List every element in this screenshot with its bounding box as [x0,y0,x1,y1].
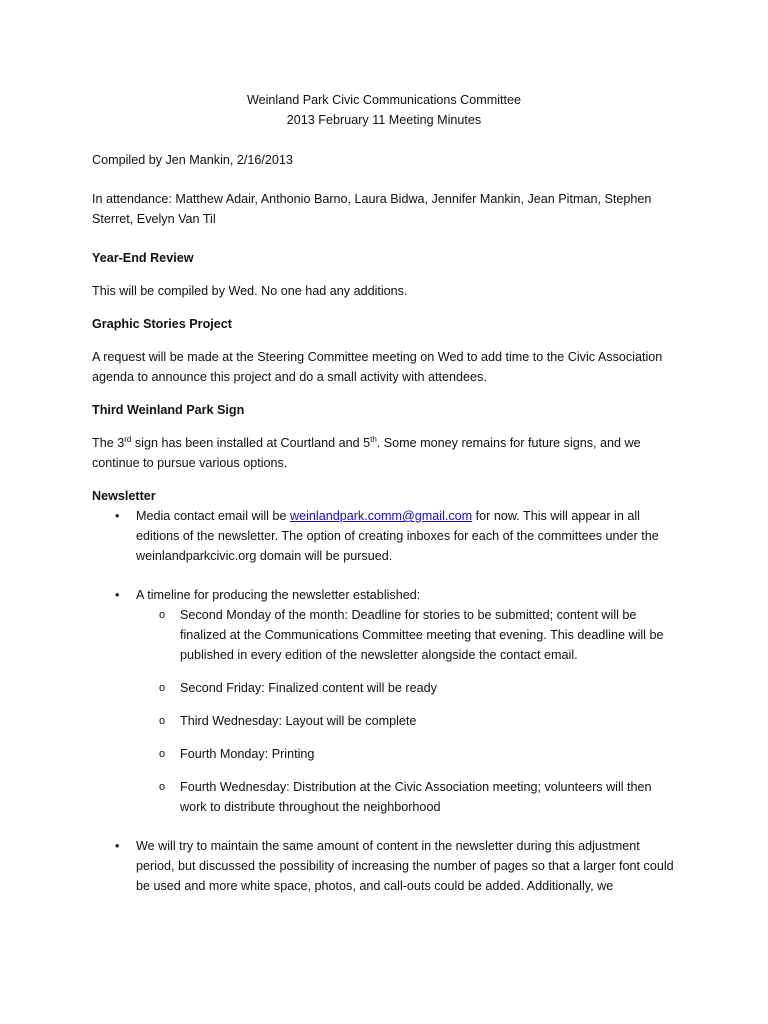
section-heading-newsletter: Newsletter [92,489,156,503]
timeline-item: o Third Wednesday: Layout will be complete [92,711,676,731]
timeline-item: o Fourth Monday: Printing [92,744,676,764]
section-heading-third-sign: Third Weinland Park Sign [92,403,245,417]
media-contact-email-link[interactable]: weinlandpark.comm@gmail.com [290,509,473,523]
section-body-third-sign: The 3rd sign has been installed at Courtland and 5th. Some money remains for future signs, and we continue to pursue various options. [92,434,641,470]
timeline-item: o Fourth Wednesday: Distribution at the Civic Association meeting; volunteers will then work to distribute throughout the neighborhood [92,777,676,817]
document-title-line-2: 2013 February 11 Meeting Minutes [286,113,482,127]
compiled-by: Compiled by Jen Mankin, 2/16/2013 [92,153,293,167]
timeline-list [136,605,676,817]
section-heading-graphic-stories: Graphic Stories Project [92,317,232,331]
section-body-year-end-review: This will be compiled by Wed. No one had any additions. [92,284,408,298]
timeline-item: o Second Monday of the month: Deadline for stories to be submitted; content will be finalized at the Communications Committee meeting that evening. This deadline will be published in every edition of the newsletter alongside the contact email. [92,605,676,665]
section-heading-year-end-review: Year-End Review [92,251,194,265]
list-item: • We will try to maintain the same amount of content in the newsletter during this adjustment period, but discussed the possibility of increasing the number of pages so that a larger font could be used and more white space, photos, and call-outs could be added. Additionally, we [92,836,676,896]
timeline-item: o Second Friday: Finalized content will be ready [92,678,676,698]
list-item: • A timeline for producing the newsletter established: o Second Monday of the month: Deadline for stories to be submitted; content will be finalized at the Communications Committee meeting that evening. This deadline will be published in every edition of the newsletter alongside the contact email. o Second Friday: Finalized content will be ready o Third Wednesday: Layout will be complete o Fourth Monday: Printing o Fourth Wednesday: Distribution at the Civic Association meeting; volunteers will then work to distribute throughout the neighborhood [92,585,676,817]
list-item: • Media contact email will be weinlandpark.comm@gmail.com for now. This will appear in all editions of the newsletter. The option of creating inboxes for each of the committees under the weinlandparkcivic.org domain will be pursued. [92,506,676,566]
newsletter-bullet-list [92,506,676,896]
section-body-graphic-stories: A request will be made at the Steering Committee meeting on Wed to add time to the Civic Association agenda to announce this project and do a small activity with attendees. [92,350,663,384]
attendance: In attendance: Matthew Adair, Anthonio Barno, Laura Bidwa, Jennifer Mankin, Jean Pitman, Stephen Sterret, Evelyn Van Til [92,192,652,226]
document-title-line-1: Weinland Park Civic Communications Committee [246,93,522,107]
